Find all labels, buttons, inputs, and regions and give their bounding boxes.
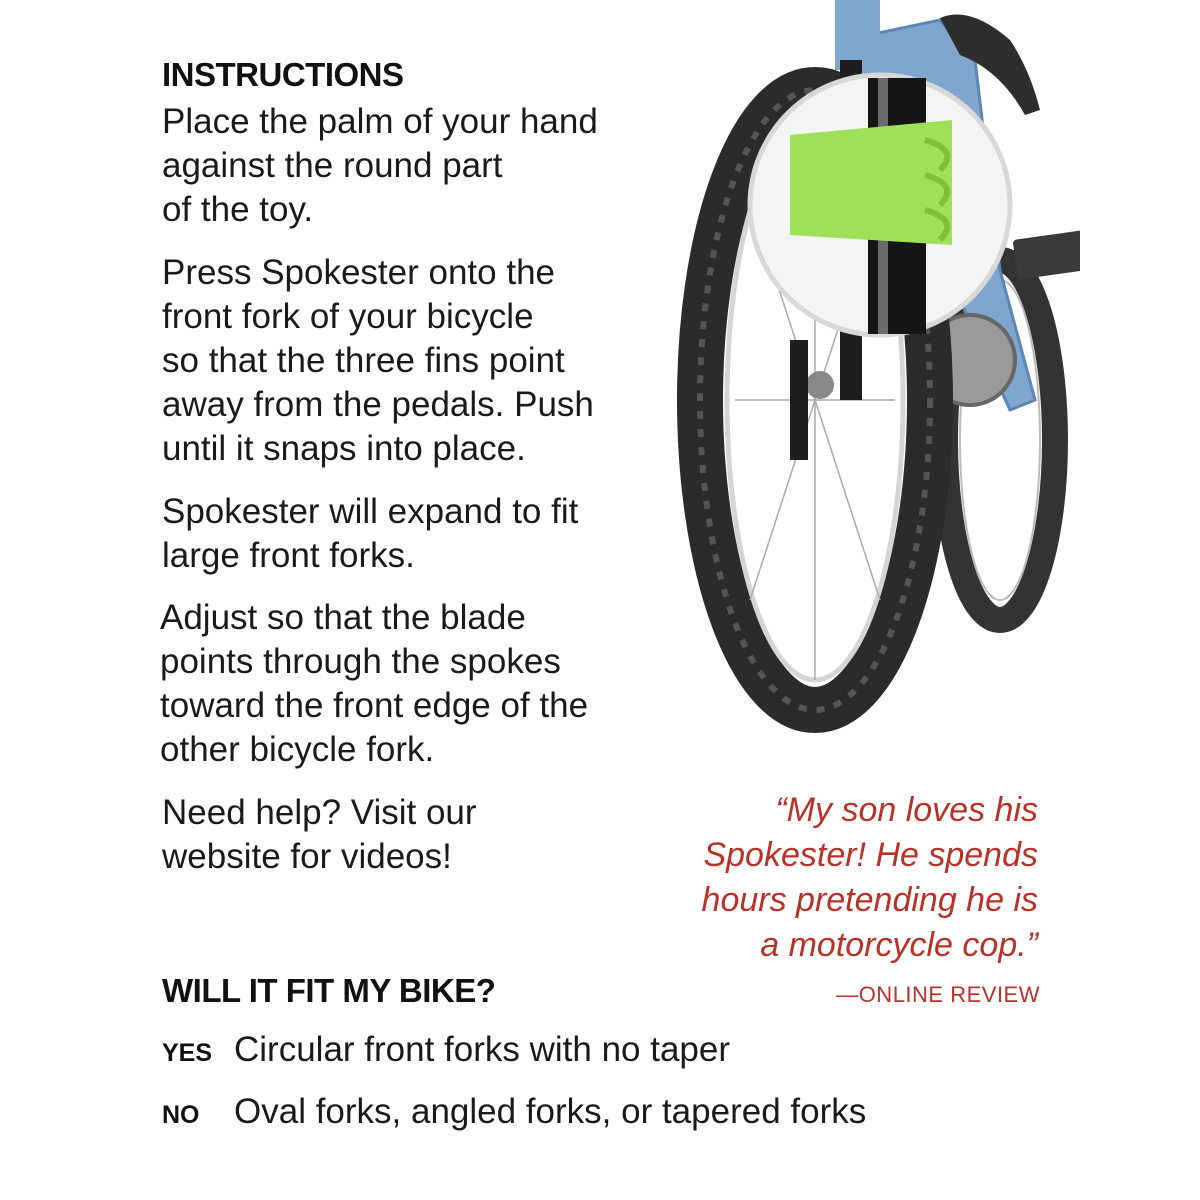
instructions-heading: INSTRUCTIONS bbox=[162, 56, 404, 93]
quote-line: a motorcycle cop.” bbox=[760, 926, 1038, 964]
quote-line: “My son loves his bbox=[775, 791, 1038, 829]
no-label: NO bbox=[162, 1101, 200, 1129]
text-line: large front forks. bbox=[162, 536, 415, 575]
text-line: against the round part bbox=[162, 146, 503, 185]
text-line: Place the palm of your hand bbox=[162, 102, 598, 141]
fit-heading: WILL IT FIT MY BIKE? bbox=[162, 972, 496, 1009]
text-line: website for videos! bbox=[162, 837, 452, 876]
text-line: Spokester will expand to fit bbox=[162, 492, 579, 531]
text-line: toward the front edge of the bbox=[160, 686, 589, 725]
fit-yes-row bbox=[162, 1030, 730, 1074]
help-text bbox=[162, 791, 477, 879]
text-line: Press Spokester onto the bbox=[162, 253, 555, 292]
text-line: points through the spokes bbox=[160, 642, 561, 681]
bicycle-photo bbox=[640, 0, 1080, 740]
quote-line: Spokester! He spends bbox=[703, 836, 1038, 874]
instruction-step-4 bbox=[160, 596, 588, 772]
instruction-step-3 bbox=[162, 490, 578, 578]
text-line: other bicycle fork. bbox=[160, 730, 435, 769]
fit-no-row bbox=[162, 1092, 866, 1136]
instruction-step-1 bbox=[162, 100, 598, 232]
quote-line: hours pretending he is bbox=[701, 881, 1038, 919]
review-attribution: —ONLINE REVIEW bbox=[836, 982, 1040, 1007]
text-line: Adjust so that the blade bbox=[160, 598, 526, 637]
text-line: Need help? Visit our bbox=[162, 793, 477, 832]
instruction-step-2 bbox=[162, 251, 594, 471]
text-line: of the toy. bbox=[162, 190, 314, 229]
no-text: Oval forks, angled forks, or tapered forks bbox=[234, 1092, 867, 1131]
yes-text: Circular front forks with no taper bbox=[234, 1030, 731, 1069]
yes-label: YES bbox=[162, 1039, 213, 1067]
zoom-inset bbox=[750, 75, 1010, 335]
text-line: front fork of your bicycle bbox=[162, 297, 534, 336]
text-line: away from the pedals. Push bbox=[162, 385, 594, 424]
text-line: so that the three fins point bbox=[162, 341, 565, 380]
review-quote bbox=[618, 788, 1038, 968]
text-line: until it snaps into place. bbox=[162, 429, 526, 468]
